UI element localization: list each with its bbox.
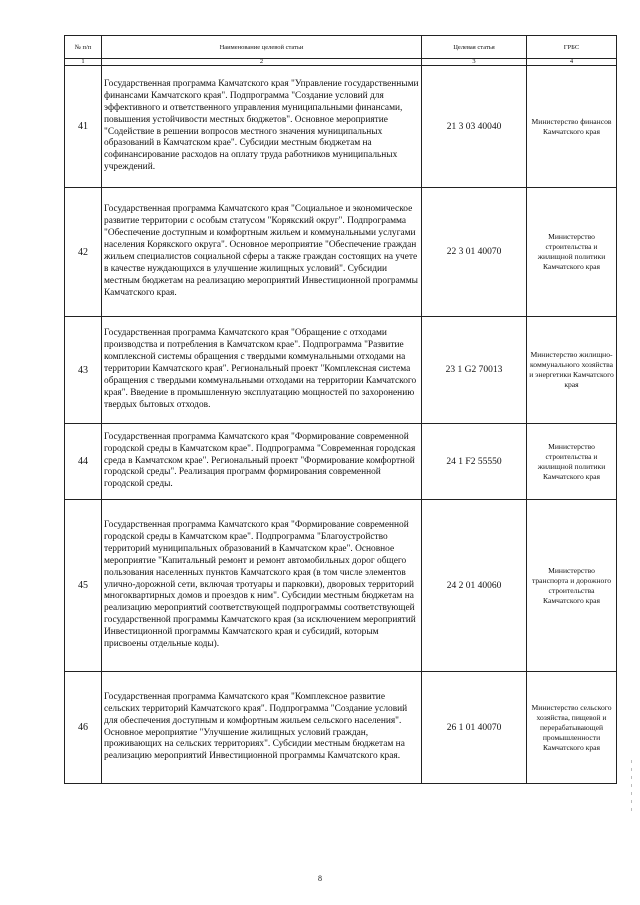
row-code: 22 3 01 40070 [422, 188, 527, 317]
column-number-row [65, 59, 617, 66]
row-name: Государственная программа Камчатского края "Обращение с отходами производства и потребления в Камчатском крае". Подпрограмма "Развитие комплексной системы обращения с твердыми коммунальными отходами на территории Камчатского края". Региональный проект "Комплексная система обращения с твердыми коммунальными отходами на территории Камчатского края". Введение в промышленную эксплуатацию мощностей по захоронению твердых бытовых отходов. [102, 317, 422, 424]
table-row [65, 66, 617, 188]
col-number: 3 [422, 59, 527, 66]
row-grbs: Министерство финансов Камчатского края [527, 66, 617, 188]
row-number: 44 [65, 424, 102, 500]
scan-mark [631, 808, 632, 811]
col-number: 4 [527, 59, 617, 66]
table-row [65, 672, 617, 784]
row-grbs: Министерство жилищно-коммунального хозяйства и энергетики Камчатского края [527, 317, 617, 424]
row-name: Государственная программа Камчатского края "Управление государственными финансами Камчатского края". Подпрограмма "Создание условий для эффективного и ответственного управления муниципальными финансами, повышения устойчивости местных бюджетов". Основное мероприятие "Содействие в решении вопросов местного значения муниципальных образований в Камчатском крае". Субсидии местным бюджетам на софинансирование расходов на оплату труда работников муниципальных учреждений. [102, 66, 422, 188]
row-code: 23 1 G2 70013 [422, 317, 527, 424]
header-name: Наименование целевой статьи [102, 36, 422, 59]
row-grbs: Министерство строительства и жилищной политики Камчатского края [527, 424, 617, 500]
table-row [65, 500, 617, 672]
scan-mark [631, 784, 632, 787]
header-code: Целевая статья [422, 36, 527, 59]
scan-margin-marks [629, 760, 635, 820]
table-row [65, 317, 617, 424]
row-name: Государственная программа Камчатского края "Формирование современной городской среды в Камчатском крае". Подпрограмма "Современная городская среда в Камчатском крае". Региональный проект "Формирование комфортной городской среды". Реализация программ формирования современной городской среды. [102, 424, 422, 500]
row-name: Государственная программа Камчатского края "Комплексное развитие сельских территорий Камчатского края". Подпрограмма "Создание условий для обеспечения доступным и комфортным жильем сельского населения". Основное мероприятие "Улучшение жилищных условий граждан, проживающих на сельских территориях". Субсидии местным бюджетам на реализацию мероприятий Инвестиционной программы Камчатского края. [102, 672, 422, 784]
table-row [65, 188, 617, 317]
row-number: 42 [65, 188, 102, 317]
row-code: 24 2 01 40060 [422, 500, 527, 672]
row-grbs: Министерство сельского хозяйства, пищевой и перерабатывающей промышленности Камчатского края [527, 672, 617, 784]
budget-target-articles-table [64, 35, 617, 784]
page-number: 8 [318, 874, 322, 883]
row-name: Государственная программа Камчатского края "Формирование современной городской среды в Камчатском крае". Подпрограмма "Благоустройство территорий муниципальных образований в Камчатском крае". Основное мероприятие "Капитальный ремонт и ремонт автомобильных дорог общего пользования населенных пунктов Камчатского края (в том числе элементов улично-дорожной сети, включая тротуары и парковки), дворовых территорий многоквартирных домов и проездов к ним". Субсидии местным бюджетам на реализацию мероприятий соответствующей подпрограммы соответствующей государственной программы Камчатского края (за исключением мероприятий Инвестиционной программы Камчатского края и субсидий, которым присвоены отдельные коды). [102, 500, 422, 672]
col-number: 2 [102, 59, 422, 66]
table-header-row [65, 36, 617, 59]
row-number: 45 [65, 500, 102, 672]
row-code: 24 1 F2 55550 [422, 424, 527, 500]
row-number: 46 [65, 672, 102, 784]
header-num: № п/п [65, 36, 102, 59]
scan-mark [631, 792, 632, 795]
scan-mark [631, 760, 632, 763]
row-number: 43 [65, 317, 102, 424]
scan-mark [631, 800, 632, 803]
row-code: 21 3 03 40040 [422, 66, 527, 188]
scan-mark [631, 776, 632, 779]
col-number: 1 [65, 59, 102, 66]
row-number: 41 [65, 66, 102, 188]
row-name: Государственная программа Камчатского края "Социальное и экономическое развитие территории с особым статусом "Корякский округ". Подпрограмма "Обеспечение доступным и комфортным жильем и коммунальными услугами населения Корякского округа". Основное мероприятие "Обеспечение граждан жильем специалистов социальной сферы а также граждан состоящих на учете в качестве нуждающихся в улучшение жилищных условий". Субсидии местным бюджетам на реализацию мероприятий Инвестиционной программы Камчатского края. [102, 188, 422, 317]
row-grbs: Министерство транспорта и дорожного строительства Камчатского края [527, 500, 617, 672]
scan-mark [631, 768, 632, 771]
header-grbs: ГРБС [527, 36, 617, 59]
row-grbs: Министерство строительства и жилищной политики Камчатского края [527, 188, 617, 317]
table-row [65, 424, 617, 500]
row-code: 26 1 01 40070 [422, 672, 527, 784]
